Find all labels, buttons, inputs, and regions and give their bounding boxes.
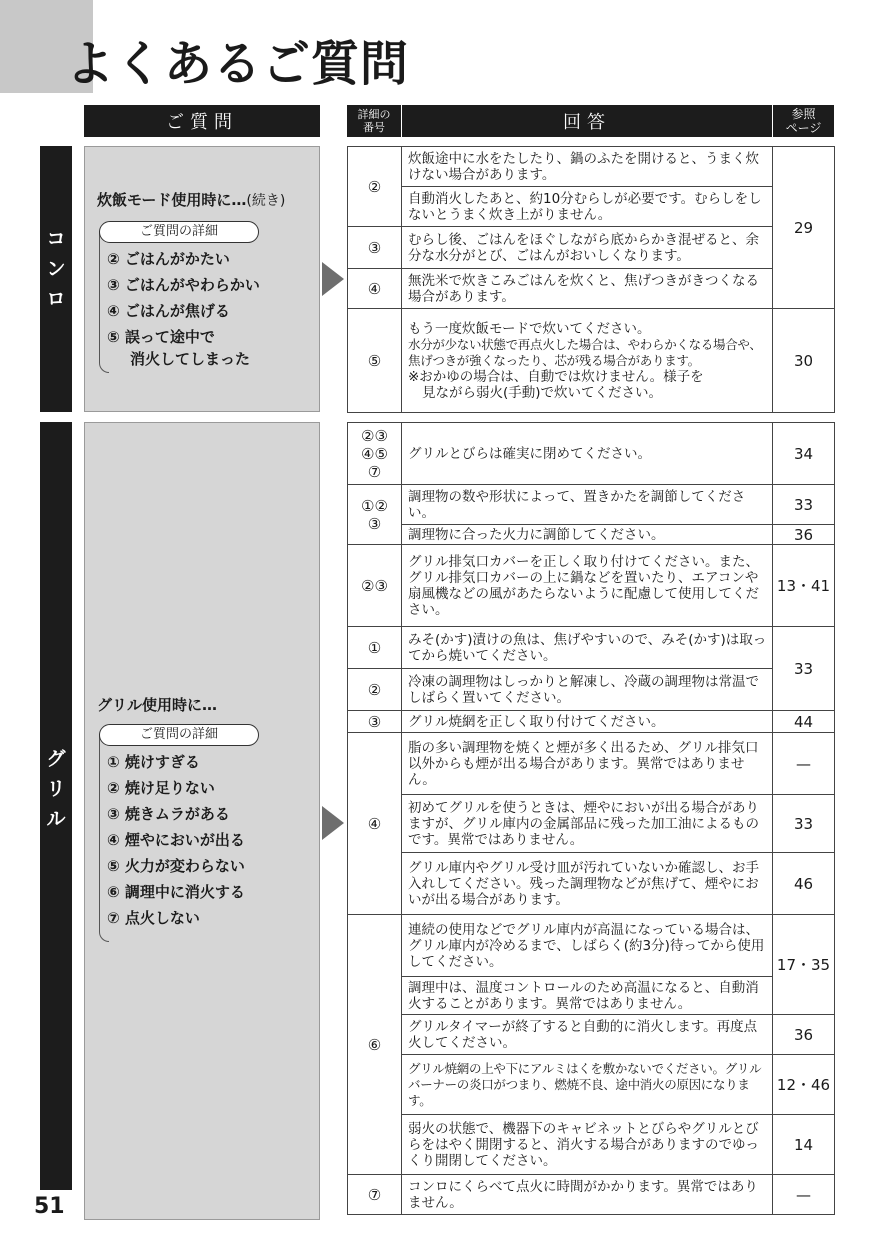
table-row [348,795,835,853]
answer-line: ※おかゆの場合は、自動では炊けません。様子を [408,368,704,385]
detail-number: ⑦ [348,1175,402,1215]
ref-page: 12・46 [773,1055,835,1115]
detail-number: ③ [348,711,402,733]
band-char: リ [46,778,66,800]
answer-cell: 調理物に合った火力に調節してください。 [402,525,773,545]
table-row [348,269,835,309]
ref-page: 30 [773,309,835,413]
header-answer: 回答 [401,105,772,137]
header-page-line1: 参照 [791,107,816,121]
answer-cell: 無洗米で炊きこみごはんを炊くと、焦げつきがきつくなる場合があります。 [402,269,773,309]
question-item: ② ごはんがかたい [107,250,230,268]
answer-cell: 炊飯途中に水をたしたり、鍋のふたを開けると、うまく炊けない場合があります。 [402,147,773,187]
number-line: ③ [367,514,382,533]
table-row [348,733,835,795]
answer-cell: グリル庫内やグリル受け皿が汚れていないか確認し、お手入れしてください。残った調理物などが焦げて、煙やにおいが出る場合があります。 [402,853,773,915]
table-row [348,853,835,915]
question-item: ② 焼け足りない [107,779,215,797]
ref-page: 13・41 [773,545,835,627]
question-item: ③ ごはんがやわらかい [107,276,260,294]
table-row [348,525,835,545]
detail-number: ⑥ [348,915,402,1175]
table-row [348,711,835,733]
question-item: ⑥ 調理中に消火する [107,883,245,901]
detail-number: ② [348,669,402,711]
answer-cell: 弱火の状態で、機器下のキャビネットとびらやグリルとびらをはやく開閉すると、消火する場合がありますのでゆっくり開閉してください。 [402,1115,773,1175]
answer-cell: みそ(かす)漬けの魚は、焦げやすいので、みそ(かす)は取ってから焼いてください。 [402,627,773,669]
detail-number: ① [348,627,402,669]
question-item-cont: 消火してしまった [130,350,251,368]
question-box-konro [84,146,320,412]
header-page-line2: ページ [785,121,822,135]
question-item: ⑤ 誤って途中で [107,328,215,346]
detail-number: ⑤ [348,309,402,413]
number-line: ①② [361,496,388,515]
answer-cell: グリル排気口カバーを正しく取り付けてください。また、グリル排気口カバーの上に鍋などを置いたり、エアコンや扇風機などの風があたらないように配慮して使用してください。 [402,545,773,627]
question-title: グリル使用時に… [97,696,218,714]
page-title: よくあるご質問 [66,36,410,92]
answer-cell: グリルタイマーが終了すると自動的に消火します。再度点火してください。 [402,1015,773,1055]
table-row [348,423,835,485]
ref-page: 33 [773,485,835,525]
ref-page: 33 [773,795,835,853]
question-item: ③ 焼きムラがある [107,805,230,823]
number-line: ②③ [361,426,388,445]
number-line: ⑦ [367,462,382,481]
answer-cell: 脂の多い調理物を焼くと煙が多く出るため、グリル排気口以外からも煙が出る場合があります。異常ではありません。 [402,733,773,795]
table-row [348,187,835,227]
question-title-text: 炊飯モード使用時に… [97,191,247,209]
answer-cell: 連続の使用などでグリル庫内が高温になっている場合は、グリル庫内が冷めるまで、しばらく(約3分)待ってから使用してください。 [402,915,773,977]
answer-table-grill [347,422,835,1215]
ref-page: 44 [773,711,835,733]
answer-table-konro [347,146,835,413]
detail-label: ご質問の詳細 [99,221,259,243]
question-title [97,189,285,210]
band-char: ロ [46,288,66,310]
ref-page: 34 [773,423,835,485]
header-question: ご質問 [84,105,320,137]
detail-number: ③ [348,227,402,269]
answer-cell [402,309,773,413]
arrow-right-icon [322,806,344,840]
table-row [348,1115,835,1175]
page-number: 51 [34,1194,65,1219]
table-row [348,147,835,187]
table-row [348,545,835,627]
detail-number: ④ [348,269,402,309]
detail-number: ② [348,147,402,227]
question-item: ④ 煙やにおいが出る [107,831,245,849]
answer-line: もう一度炊飯モードで炊いてください。 [408,320,651,337]
answer-cell: グリルとびらは確実に閉めてください。 [402,423,773,485]
ref-page: 46 [773,853,835,915]
detail-number [348,485,402,545]
table-row [348,485,835,525]
section-band-konro [40,146,72,412]
question-title-cont: (続き) [246,193,286,209]
table-row [348,669,835,711]
arrow-right-icon [322,262,344,296]
question-box-grill [84,422,320,1220]
band-char: ル [46,808,66,830]
answer-cell: コンロにくらべて点火に時間がかかります。異常ではありません。 [402,1175,773,1215]
ref-page: 29 [773,147,835,309]
ref-page: 36 [773,1015,835,1055]
question-item: ④ ごはんが焦げる [107,302,230,320]
band-char: ン [46,258,66,280]
answer-cell: 自動消火したあと、約10分むらしが必要です。むらしをしないとうまく炊き上がりません。 [402,187,773,227]
ref-page: 36 [773,525,835,545]
table-row [348,227,835,269]
table-row [348,1015,835,1055]
ref-page: 17・35 [773,915,835,1015]
detail-number [348,423,402,485]
question-item: ⑦ 点火しない [107,909,200,927]
ref-page: 33 [773,627,835,711]
answer-cell: 調理中は、温度コントロールのため高温になると、自動消火することがあります。異常ではありません。 [402,977,773,1015]
detail-label: ご質問の詳細 [99,724,259,746]
answer-cell: むらし後、ごはんをほぐしながら底からかき混ぜると、余分な水分がとび、ごはんがおいしくなります。 [402,227,773,269]
band-char: コ [46,228,66,250]
section-band-grill [40,422,72,1190]
table-row [348,977,835,1015]
answer-line: 見ながら弱火(手動)で炊いてください。 [422,384,663,401]
question-list [107,246,260,372]
detail-number: ②③ [348,545,402,627]
ref-page: — [773,1175,835,1215]
detail-number: ④ [348,733,402,915]
header-number-line2: 番号 [363,121,385,134]
ref-page: — [773,733,835,795]
answer-line: 水分が少ない状態で再点火した場合は、やわらかくなる場合や、焦げつきが強くなったり、芯が残る場合があります。 [408,336,762,368]
question-item: ① 焼けすぎる [107,753,200,771]
answer-cell: 初めてグリルを使うときは、煙やにおいが出る場合がありますが、グリル庫内の金属部品に残った加工油によるものです。異常ではありません。 [402,795,773,853]
band-char: グ [46,748,66,770]
header-number [347,105,401,137]
answer-cell: 調理物の数や形状によって、置きかたを調節してください。 [402,485,773,525]
answer-cell: 冷凍の調理物はしっかりと解凍し、冷蔵の調理物は常温でしばらく置いてください。 [402,669,773,711]
question-list [107,749,245,931]
question-item: ⑤ 火力が変わらない [107,857,245,875]
table-row [348,1055,835,1115]
table-row [348,627,835,669]
table-row [348,915,835,977]
answer-cell: グリル焼網を正しく取り付けてください。 [402,711,773,733]
header-page [772,105,834,137]
table-row [348,1175,835,1215]
answer-cell: グリル焼網の上や下にアルミはくを敷かないでください。グリルバーナーの炎口がつまり、燃焼不良、途中消火の原因になります。 [402,1055,773,1115]
number-line: ④⑤ [361,444,388,463]
header-number-line1: 詳細の [357,108,391,121]
table-row [348,309,835,413]
ref-page: 14 [773,1115,835,1175]
